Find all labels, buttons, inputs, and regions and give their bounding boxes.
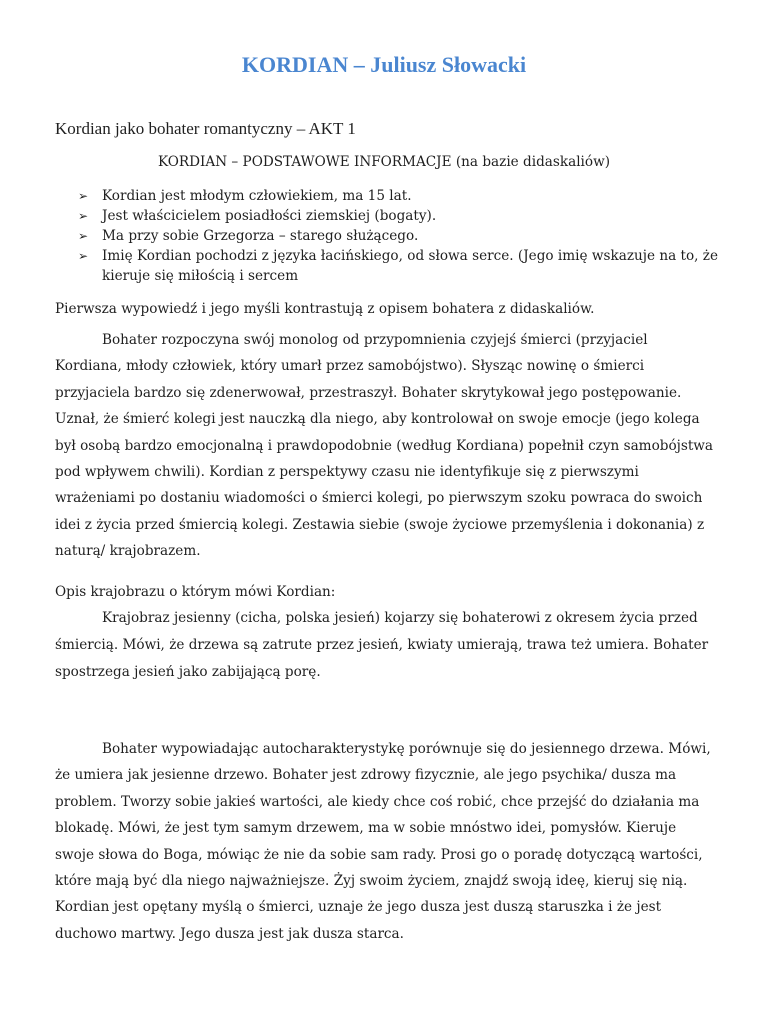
- arrow-bullet-icon: ➢: [78, 189, 89, 203]
- list-item-text: Kordian jest młodym człowiekiem, ma 15 lat.: [102, 188, 412, 204]
- list-item-text: Imię Kordian pochodzi z języka łacińskiego, od słowa serce. (Jego imię wskazuje na to, że kieruje się miłością i sercem: [102, 248, 718, 284]
- list-item: [78, 226, 718, 246]
- list-item: [78, 206, 718, 226]
- paragraph-first-statement: Pierwsza wypowiedź i jego myśli kontrastują z opisem bohatera z didaskaliów.: [55, 301, 595, 317]
- info-bullet-list: [78, 186, 718, 286]
- list-item-text: Ma przy sobie Grzegorza – starego służącego.: [102, 228, 419, 244]
- section-heading: KORDIAN – PODSTAWOWE INFORMACJE (na bazie didaskaliów): [157, 154, 611, 170]
- document-subtitle: Kordian jako bohater romantyczny – AKT 1: [55, 119, 356, 138]
- arrow-bullet-icon: ➢: [78, 209, 89, 223]
- landscape-label: Opis krajobrazu o którym mówi Kordian:: [55, 584, 336, 600]
- list-item: [78, 186, 718, 206]
- paragraph-landscape: Krajobraz jesienny (cicha, polska jesień) kojarzy się bohaterowi z okresem życia przed śmiercią. Mówi, że drzewa są zatrute przez jesień, kwiaty umierają, trawa też umiera. Bohater spostrzega jesień jako zabijającą porę.: [55, 610, 709, 680]
- list-item-text: Jest właścicielem posiadłości ziemskiej (bogaty).: [102, 208, 437, 224]
- arrow-bullet-icon: ➢: [78, 249, 89, 263]
- paragraph-self-characterization: Bohater wypowiadając autocharakterystykę porównuje się do jesiennego drzewa. Mówi, że umiera jak jesienne drzewo. Bohater jest zdrowy fizycznie, ale jego psychika/ dusza ma problem. Tworzy sobie jakieś wartości, ale kiedy chce coś robić, chce przejść do działania ma blokadę. Mówi, że jest tym samym drzewem, ma w sobie mnóstwo idei, pomysłów. Kieruje swoje słowa do Boga, mówiąc że nie da sobie sam rady. Prosi go o poradę dotyczącą wartości, które mają być dla niego najważniejsze. Żyj swoim życiem, znajdź swoją ideę, kieruj się nią. Kordian jest opętany myślą o śmierci, uznaje że jego dusza jest duszą staruszka i że jest duchowo martwy. Jego dusza jest jak dusza starca.: [55, 741, 711, 942]
- list-item: [78, 246, 718, 286]
- document-title: KORDIAN – Juliusz Słowacki: [241, 52, 527, 77]
- paragraph-monolog: Bohater rozpoczyna swój monolog od przypomnienia czyjejś śmierci (przyjaciel Kordiana, młody człowiek, który umarł przez samobójstwo). Słysząc nowinę o śmierci przyjaciela bardzo się zdenerwował, przestraszył. Bohater skrytykował jego postępowanie. Uznał, że śmierć kolegi jest nauczką dla niego, aby kontrolował on swoje emocje (jego kolega był osobą bardzo emocjonalną i prawdopodobnie (według Kordiana) popełnił czyn samobójstwa pod wpływem chwili). Kordian z perspektywy czasu nie identyfikuje się z pierwszymi wrażeniami po dostaniu wiadomości o śmierci kolegi, po pierwszym szoku powraca do swoich idei z życia przed śmiercią kolegi. Zestawia siebie (swoje życiowe przemyślenia i dokonania) z naturą/ krajobrazem.: [55, 332, 714, 560]
- arrow-bullet-icon: ➢: [78, 229, 89, 243]
